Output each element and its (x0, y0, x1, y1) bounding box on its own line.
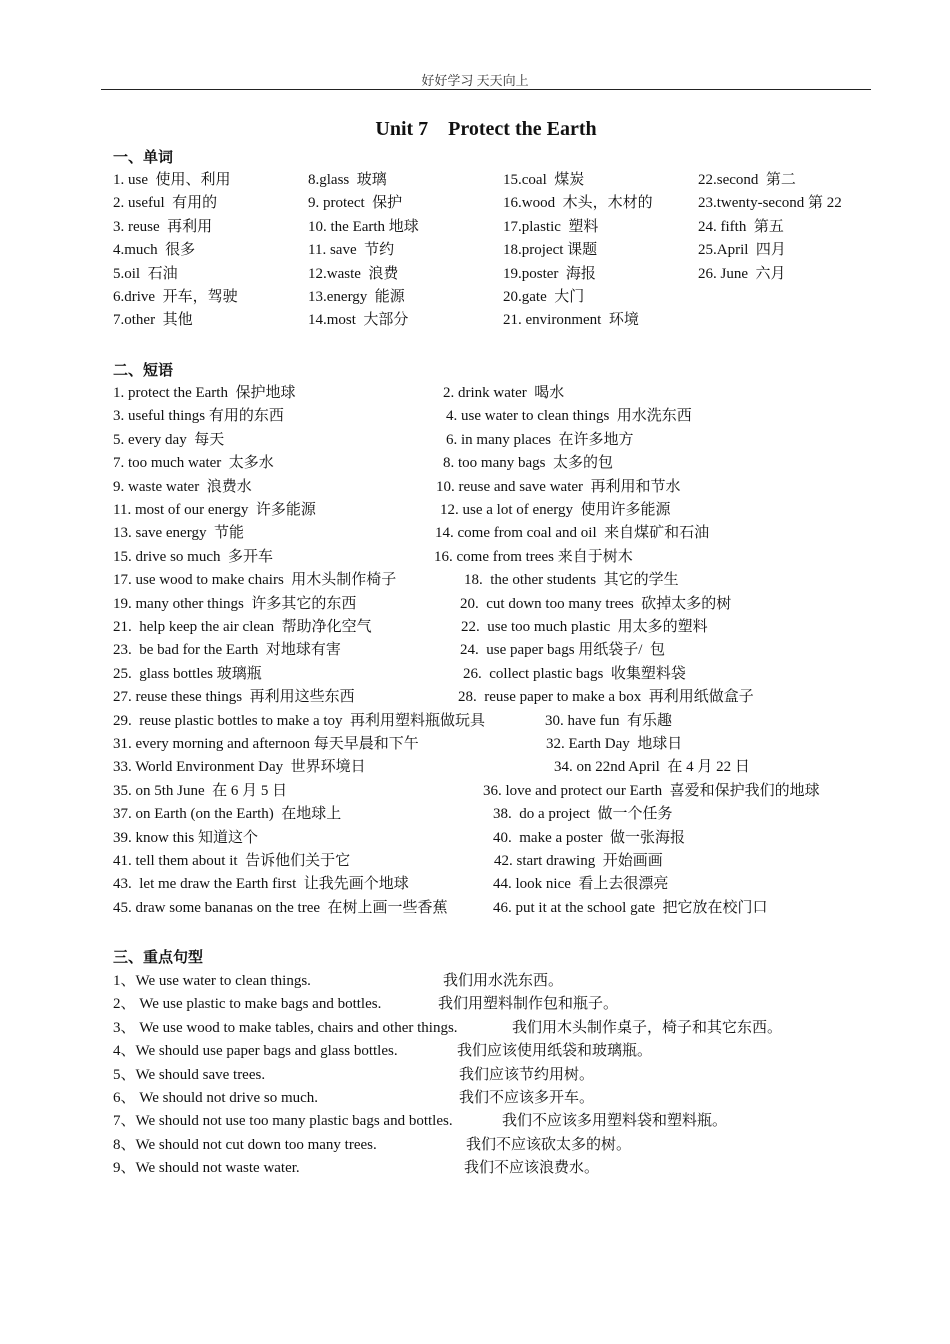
sentence-english: 3、 We use wood to make tables, chairs and other things. (113, 1019, 458, 1036)
phrase-item-left: 43. let me draw the Earth first 让我先画个地球 (113, 876, 409, 893)
phrase-item-left: 7. too much water 太多水 (113, 455, 274, 472)
phrase-item-right: 30. have fun 有乐趣 (545, 712, 673, 729)
phrase-item-right: 20. cut down too many trees 砍掉太多的树 (460, 595, 732, 612)
phrase-item-left: 29. reuse plastic bottles to make a toy 再利用塑料瓶做玩具 (113, 712, 486, 729)
page-title: Unit 7 Protect the Earth (375, 118, 597, 140)
sentence-english: 5、We should save trees. (113, 1066, 266, 1083)
phrase-item-left: 3. useful things 有用的东西 (113, 408, 284, 425)
phrase-item-left: 33. World Environment Day 世界环境日 (113, 759, 366, 776)
phrase-item-right: 10. reuse and save water 再利用和节水 (436, 478, 681, 495)
phrase-item-right: 16. come from trees 来自于树木 (434, 548, 633, 565)
phrase-item-right: 28. reuse paper to make a box 再利用纸做盒子 (458, 689, 754, 706)
phrase-item-right: 12. use a lot of energy 使用许多能源 (440, 502, 671, 518)
phrase-item-left: 21. help keep the air clean 帮助净化空气 (113, 619, 372, 635)
sentence-chinese: 我们应该节约用树。 (459, 1066, 595, 1083)
sentence-english: 2、 We use plastic to make bags and bottles. (113, 996, 382, 1013)
word-item: 5.oil 石油 (113, 265, 178, 282)
phrase-item-left: 41. tell them about it 告诉他们关于它 (113, 853, 351, 869)
word-item: 22.second 第二 (698, 172, 796, 188)
sentence-english: 8、We should not cut down too many trees. (113, 1136, 377, 1153)
sentence-chinese: 我们用水洗东西。 (443, 973, 564, 989)
word-item: 9. protect 保护 (308, 195, 403, 212)
section-heading-phrases: 二、短语 (113, 363, 174, 379)
page-header: 好好学习 天天向上 (421, 73, 529, 88)
phrase-item-left: 17. use wood to make chairs 用木头制作椅子 (113, 572, 397, 589)
phrase-item-left: 25. glass bottles 玻璃瓶 (113, 665, 262, 682)
phrase-item-left: 35. on 5th June 在 6 月 5 日 (113, 782, 288, 799)
phrase-item-right: 14. come from coal and oil 来自煤矿和石油 (435, 525, 710, 542)
sentence-chinese: 我们不应该砍太多的树。 (466, 1136, 632, 1153)
phrase-item-left: 5. every day 每天 (113, 431, 225, 448)
sentence-english: 1、We use water to clean things. (113, 973, 311, 989)
phrase-item-right: 46. put it at the school gate 把它放在校门口 (493, 899, 768, 916)
word-item: 18.project 课题 (503, 242, 598, 259)
phrase-item-right: 6. in many places 在许多地方 (446, 431, 634, 448)
phrase-item-right: 4. use water to clean things 用水洗东西 (446, 408, 692, 425)
phrase-item-right: 36. love and protect our Earth 喜爱和保护我们的地球 (483, 782, 820, 799)
word-item: 23.twenty-second 第 22 (698, 195, 842, 212)
word-item: 1. use 使用、利用 (113, 172, 231, 188)
word-item: 17.plastic 塑料 (503, 218, 599, 235)
phrase-item-right: 34. on 22nd April 在 4 月 22 日 (554, 759, 750, 776)
phrase-item-left: 9. waste water 浪费水 (113, 478, 252, 495)
word-item: 4.much 很多 (113, 242, 196, 259)
sentence-english: 4、We should use paper bags and glass bottles. (113, 1043, 398, 1060)
word-item: 14.most 大部分 (308, 312, 409, 329)
phrase-item-right: 2. drink water 喝水 (443, 385, 565, 401)
phrase-item-right: 26. collect plastic bags 收集塑料袋 (463, 665, 686, 682)
word-item: 25.April 四月 (698, 242, 786, 259)
phrase-item-left: 13. save energy 节能 (113, 525, 244, 542)
word-item: 20.gate 大门 (503, 289, 585, 305)
phrase-item-left: 27. reuse these things 再利用这些东西 (113, 689, 355, 706)
word-item: 10. the Earth 地球 (308, 218, 419, 235)
phrase-item-right: 42. start drawing 开始画画 (494, 853, 663, 869)
phrase-item-right: 38. do a project 做一个任务 (493, 806, 673, 823)
word-item: 12.waste 浪费 (308, 265, 399, 282)
section-heading-words: 一、单词 (113, 150, 174, 166)
phrase-item-left: 37. on Earth (on the Earth) 在地球上 (113, 806, 342, 823)
header-divider (101, 89, 871, 90)
sentence-chinese: 我们用塑料制作包和瓶子。 (438, 996, 619, 1013)
word-item: 6.drive 开车，驾驶 (113, 289, 238, 305)
word-item: 21. environment 环境 (503, 312, 639, 329)
phrase-item-right: 18. the other students 其它的学生 (464, 572, 679, 589)
sentence-chinese: 我们不应该浪费水。 (464, 1160, 600, 1177)
word-item: 8.glass 玻璃 (308, 172, 387, 188)
phrase-item-left: 31. every morning and afternoon 每天早晨和下午 (113, 736, 419, 752)
word-item: 16.wood 木头，木材的 (503, 195, 653, 212)
phrase-item-left: 1. protect the Earth 保护地球 (113, 385, 296, 401)
sentence-chinese: 我们不应该多开车。 (459, 1090, 595, 1106)
phrase-item-right: 8. too many bags 太多的包 (443, 455, 613, 472)
phrase-item-right: 32. Earth Day 地球日 (546, 736, 683, 752)
word-item: 26. June 六月 (698, 265, 786, 282)
sentence-english: 7、We should not use too many plastic bags and bottles. (113, 1113, 453, 1130)
sentence-english: 9、We should not waste water. (113, 1160, 300, 1177)
section-heading-sentences: 三、重点句型 (113, 950, 204, 966)
phrase-item-right: 40. make a poster 做一张海报 (493, 829, 686, 846)
word-item: 13.energy 能源 (308, 289, 405, 305)
word-item: 2. useful 有用的 (113, 195, 218, 212)
sentence-chinese: 我们应该使用纸袋和玻璃瓶。 (457, 1043, 653, 1060)
phrase-item-left: 19. many other things 许多其它的东西 (113, 595, 357, 612)
phrase-item-left: 15. drive so much 多开车 (113, 548, 273, 565)
phrase-item-right: 44. look nice 看上去很漂亮 (493, 876, 669, 893)
word-item: 24. fifth 第五 (698, 218, 784, 235)
sentence-chinese: 我们用木头制作桌子，椅子和其它东西。 (512, 1019, 783, 1036)
sentence-chinese: 我们不应该多用塑料袋和塑料瓶。 (502, 1113, 728, 1130)
phrase-item-left: 11. most of our energy 许多能源 (113, 502, 316, 518)
phrase-item-left: 45. draw some bananas on the tree 在树上画一些香蕉 (113, 899, 448, 916)
word-item: 3. reuse 再利用 (113, 218, 213, 235)
phrase-item-left: 39. know this 知道这个 (113, 829, 259, 846)
phrase-item-right: 22. use too much plastic 用太多的塑料 (461, 619, 708, 635)
sentence-english: 6、 We should not drive so much. (113, 1090, 319, 1106)
word-item: 7.other 其他 (113, 312, 193, 329)
phrase-item-right: 24. use paper bags 用纸袋子/ 包 (460, 642, 665, 659)
phrase-item-left: 23. be bad for the Earth 对地球有害 (113, 642, 341, 659)
word-item: 19.poster 海报 (503, 265, 596, 282)
word-item: 15.coal 煤炭 (503, 172, 585, 188)
word-item: 11. save 节约 (308, 242, 395, 259)
